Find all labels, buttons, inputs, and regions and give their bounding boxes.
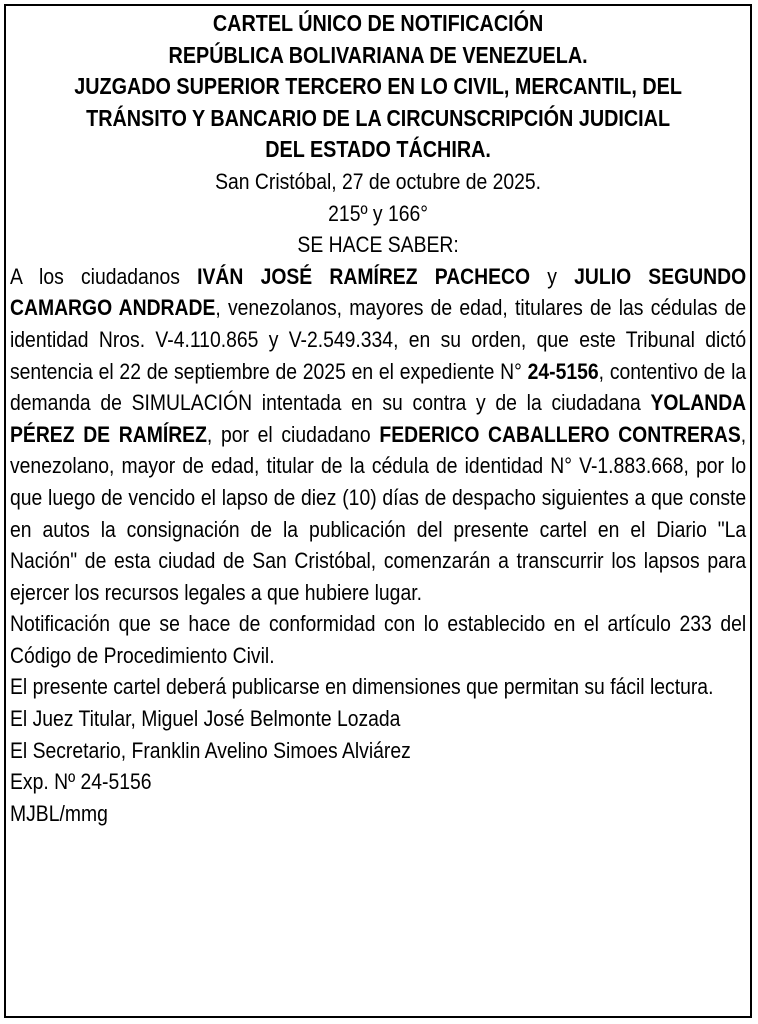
notification-paragraph: Notificación que se hace de conformidad con lo establecido en el artículo 233 del Código de Procedimiento Civil. [10,611,747,668]
publication-paragraph: El presente cartel deberá publicarse en dimensiones que permitan su fácil lectura. [10,674,714,700]
notice-title: CARTEL ÚNICO DE NOTIFICACIÓN [212,10,544,36]
expedient-number: Exp. Nº 24-5156 [10,769,152,795]
p1-text-a: A los ciudadanos [10,263,198,289]
p1-text-d: , contentivo de la demanda de SIMULACIÓN intentada en su contra y de la ciudadana [10,358,747,416]
announcement: SE HACE SABER: [297,232,459,258]
court-line-3: DEL ESTADO TÁCHIRA. [265,136,491,163]
judge-signature: El Juez Titular, Miguel José Belmonte Lozada [10,706,401,732]
notice-document [10,8,746,829]
p1-text-b: y [530,263,575,289]
main-paragraph [10,261,746,609]
defendant-name-3: YOLANDA PÉREZ DE RAMÍREZ [10,390,747,447]
defendant-name-2: JULIO SEGUNDO CAMARGO ANDRADE [10,263,747,321]
court-line-1: JUZGADO SUPERIOR TERCERO EN LO CIVIL, MERCANTIL, DEL [74,73,682,100]
p1-text-f: , venezolano, mayor de edad, titular de la cédula de identidad N° V-1.883.668, por lo que luego de vencido el lapso de diez (10) días de despacho siguientes a que conste en autos la consignación de la publicación del presente cartel en el Diario "La Nación" de esta ciudad de San Cristóbal, comenzarán a transcurrir los lapsos para ejercer los recursos legales a que hubiere lugar. [10,421,747,605]
case-number: 24-5156 [527,358,599,384]
initials: MJBL/mmg [10,800,108,826]
p1-text-e: , por el ciudadano [206,421,380,447]
plaintiff-name: FEDERICO CABALLERO CONTRERAS [379,421,741,447]
date-line: San Cristóbal, 27 de octubre de 2025. [215,168,542,194]
country-line: REPÚBLICA BOLIVARIANA DE VENEZUELA. [168,41,588,68]
court-line-2: TRÁNSITO Y BANCARIO DE LA CIRCUNSCRIPCIÓN JUDICIAL [86,104,671,131]
p1-text-c: , venezolanos, mayores de edad, titulares de las cédulas de identidad Nros. V-4.110.865 y V-2.549.334, en su orden, que este Tribunal dictó sentencia el 22 de septiembre de 2025 en el expediente N° [10,295,747,384]
defendant-name-1: IVÁN JOSÉ RAMÍREZ PACHECO [197,263,531,289]
years-line: 215º y 166° [328,200,428,226]
secretary-signature: El Secretario, Franklin Avelino Simoes Alviárez [10,737,411,763]
